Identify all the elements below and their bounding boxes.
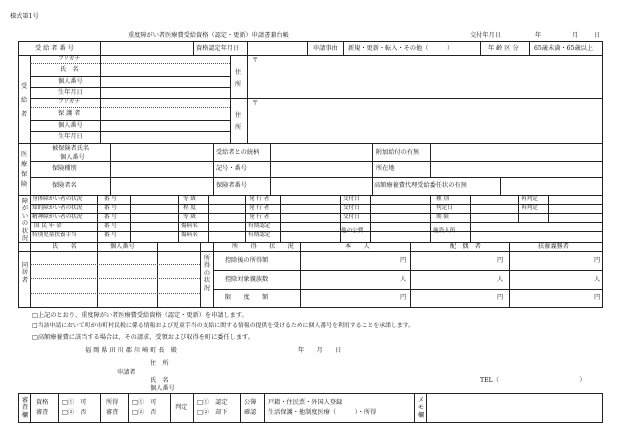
spouse-count-unit: 人	[497, 276, 504, 283]
consent-apply-checkbox[interactable]: □上記のとおり、重度障がい者医療費受給資格（認定・更新）を申請します。	[32, 312, 248, 319]
address-label-2a: 住	[235, 112, 242, 119]
dependent-count-unit: 人	[594, 276, 601, 283]
dependent-header: 扶養義務者	[538, 243, 569, 250]
intellectual-judge-date: 判定日	[436, 205, 453, 211]
registry-options-1: 戸籍・住民票・外国人登録	[268, 399, 343, 406]
physical-issuer: 発 行 者	[249, 196, 270, 202]
insurance-side-3: 保	[21, 171, 28, 178]
household-personal-no-label: 個人番号	[110, 243, 135, 250]
issue-month: 月	[572, 32, 579, 39]
form-title: 重度障がい者医療費受給資格（認定・更新）申請書兼台帳	[128, 32, 289, 39]
age-options: 65歳未満・65歳以上	[534, 45, 594, 52]
consent-delegation-checkbox[interactable]: □高額療養費に該当する場合は、その請求、受領および収得を町に委任します。	[32, 334, 254, 341]
applicant-personal-no-label: 個人番号	[150, 385, 175, 392]
income-review-2: 審査	[106, 409, 119, 416]
postal-mark-2: 〒	[252, 100, 259, 107]
self-header: 本 人	[345, 243, 370, 250]
high-cost-label: 高額療養費代理受給委任状の有無	[374, 182, 467, 189]
guardian-personal-no-label: 個人番号	[58, 122, 83, 129]
intellectual-issuer: 発 行 者	[249, 205, 270, 211]
memo-label: メモ欄	[417, 397, 425, 419]
review-label: 審査欄	[21, 397, 29, 419]
spouse-limit-unit: 円	[497, 294, 504, 301]
qualification-review-1: 資格	[36, 399, 49, 406]
symbol-number-label: 記号・番号	[216, 165, 247, 172]
pension-disease: 傷病名	[181, 223, 198, 229]
intellectual-label: 知的障がい者の状況	[32, 205, 83, 211]
income-review-1: 所得	[106, 399, 119, 406]
disability-side: 障がいの状況	[21, 198, 29, 243]
physical-rejudge: 再判定	[521, 196, 538, 202]
insurance-side-2: 療	[21, 161, 28, 168]
physical-grade: 等 級	[183, 196, 196, 202]
intellectual-no: 番 号	[104, 205, 117, 211]
birth-label: 生年月日	[58, 89, 83, 96]
income-ok[interactable]: □① 可	[132, 399, 157, 406]
registry-check-2: 確認	[244, 409, 257, 416]
address-label-1b: 所	[235, 81, 242, 88]
applicant-address-label: 住 所	[150, 360, 169, 367]
guardian-birth-label: 生年月日	[58, 133, 83, 140]
household-side: 同居者	[21, 262, 29, 284]
insurance-kind-label: 保険種別	[52, 165, 77, 172]
personal-no-label: 個人番号	[58, 78, 83, 85]
consent-personal-no-checkbox[interactable]: □当該申請において町が市町村民税に係る情報および児童手当の支給に関する情報の提供を受けるために個人番号を利用することを承諾します。	[32, 323, 415, 329]
judgment-reject[interactable]: □② 却下	[197, 409, 228, 416]
child-allowance-label: 特別児童扶養手当	[32, 232, 77, 238]
child-allowance-disease: 傷病名	[181, 232, 198, 238]
recipient-side-1: 受	[21, 83, 28, 90]
qualification-review-2: 審査	[36, 409, 49, 416]
pension-term: 有期認定	[248, 223, 271, 229]
addressee: 福 岡 県 田 川 郡 川 崎 町 長 殿	[85, 347, 177, 354]
self-count-unit: 人	[400, 276, 407, 283]
location-label: 所在地	[376, 165, 395, 172]
physical-type: 種 別	[436, 196, 449, 202]
guardian-label: 保 護 者	[58, 110, 81, 117]
applicant-label: 申請者	[117, 369, 136, 376]
insurer-name-label: 保険者名	[52, 182, 77, 189]
form-frame	[18, 41, 603, 308]
furigana-label: フリガナ	[58, 56, 81, 62]
dependent-count-label: 控除対象親族数	[225, 276, 269, 283]
physical-no: 番 号	[104, 196, 117, 202]
relation-label: 受給者との続柄	[216, 149, 260, 156]
insurance-side-1: 医	[21, 151, 28, 158]
mental-no: 番 号	[104, 214, 117, 220]
insured-name-label: 被保険者氏名	[52, 145, 90, 152]
guardian-furigana-label: フリガナ	[58, 99, 81, 105]
dependent-income-unit: 円	[594, 257, 601, 264]
child-allowance-term: 有期認定	[248, 232, 271, 238]
additional-benefit-label: 附加給付の有無	[376, 149, 420, 156]
reason-options: 新規・更新・転入・その他（ ）	[348, 45, 454, 52]
pension-no: 番 号	[104, 223, 117, 229]
issue-date-label: 交付年月日	[470, 32, 501, 39]
review-table	[18, 393, 603, 423]
recipient-number-label: 受 給 者 番 号	[35, 45, 74, 52]
judgment-label: 判定	[175, 404, 188, 411]
insurance-side-4: 険	[21, 181, 28, 188]
issue-day: 日	[594, 32, 601, 39]
registry-check-1: 公簿	[244, 399, 257, 406]
mental-grade: 等 級	[183, 214, 196, 220]
spouse-income-unit: 円	[497, 257, 504, 264]
income-ng[interactable]: □② 否	[132, 409, 157, 416]
name-label: 氏 名	[60, 66, 79, 73]
postal-mark-1: 〒	[252, 57, 259, 64]
applicant-name-label: 氏 名	[150, 377, 169, 384]
applicant-tel: TEL（ ）	[480, 377, 586, 384]
dependent-limit-unit: 円	[594, 294, 601, 301]
judgment-approve[interactable]: □① 認定	[197, 399, 228, 406]
spouse-header: 配 偶 者	[450, 243, 481, 250]
age-class-label: 年 齢 区 分	[488, 45, 519, 52]
intellectual-degree: 程 度	[183, 205, 196, 211]
qualification-ok[interactable]: □① 可	[62, 399, 87, 406]
pension-label: 国 民 年 金	[34, 223, 62, 229]
qualified-date-label: 資格認定年月日	[196, 45, 240, 52]
self-income-unit: 円	[400, 257, 407, 264]
mental-label: 精神障がい者の状況	[32, 214, 83, 220]
recipient-side-3: 者	[21, 111, 28, 118]
intellectual-issue-date: 交付日	[343, 205, 360, 211]
physical-label: 身体障がい者の状況	[32, 196, 83, 202]
form-number: 様式第1号	[10, 13, 39, 20]
self-limit-unit: 円	[400, 294, 407, 301]
other-public-label: 他の公費	[341, 228, 364, 234]
qualification-ng[interactable]: □② 否	[62, 409, 87, 416]
registry-options-2: 生活保護・他制度医療（ ）・所得	[268, 409, 377, 416]
intellectual-rejudge: 再判定	[521, 205, 538, 211]
insured-no-label: 個人番号	[60, 154, 85, 161]
address-label-2b: 所	[235, 124, 242, 131]
mental-expiry: 期 限	[436, 214, 449, 220]
recipient-side-2: 給	[21, 97, 28, 104]
issue-year: 年	[535, 32, 542, 39]
physical-issue-date: 交付日	[343, 196, 360, 202]
child-allowance-no: 番 号	[104, 232, 117, 238]
deducted-income-label: 控除後の所得額	[225, 257, 269, 264]
limit-label: 限 度 額	[225, 294, 269, 301]
income-side: 所得の状況	[203, 255, 211, 292]
facility-label: 施設入所	[433, 228, 456, 234]
mental-issue-date: 交付日	[343, 214, 360, 220]
signature-date: 年 月 日	[298, 347, 342, 354]
address-label-1a: 住	[235, 69, 242, 76]
income-header: 所 得 状 況	[232, 243, 294, 250]
household-name-label: 氏 名	[52, 243, 77, 250]
insurer-number-label: 保険者番号	[216, 182, 247, 189]
reason-label: 申請事由	[313, 45, 338, 52]
mental-issuer: 発 行 者	[249, 214, 270, 220]
